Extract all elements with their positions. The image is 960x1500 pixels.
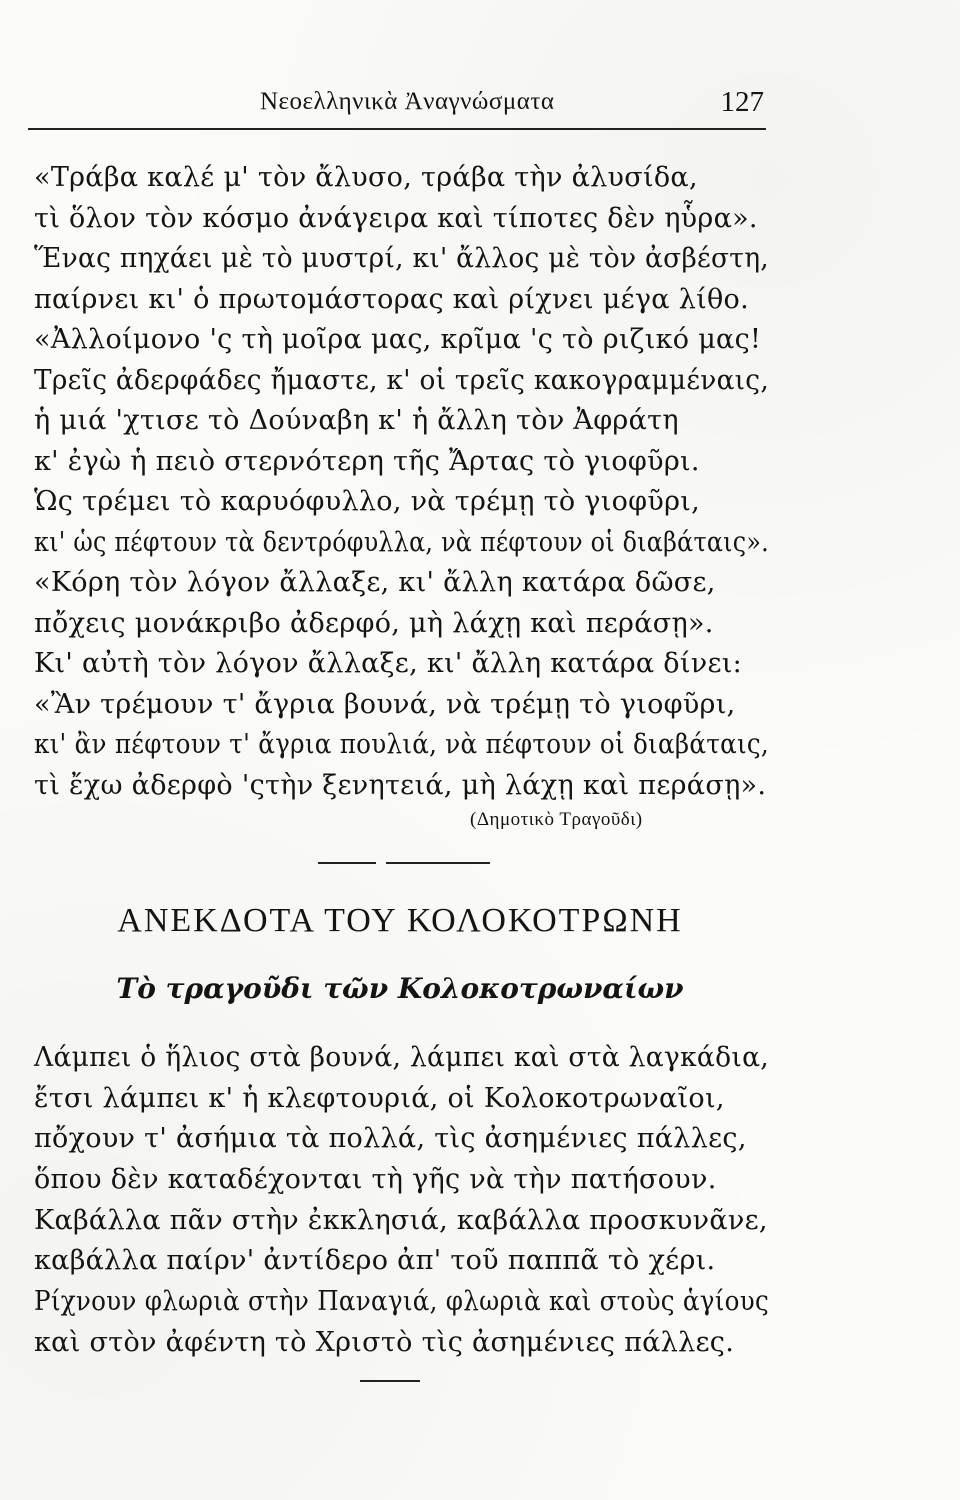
song-line: Λάμπει ὁ ἥλιος στὰ βουνά, λάμπει καὶ στὰ λαγκάδια,	[34, 1042, 769, 1073]
song-line: καβάλλα παίρν' ἀντίδερο ἀπ' τοῦ παππᾶ τὸ χέρι.	[34, 1245, 716, 1277]
poem-line: τὶ ἔχω ἀδερφὸ 'ςτὴν ξενητειά, μὴ λάχῃ καὶ περάσῃ».	[34, 769, 767, 801]
poem-line: Ἕνας πηχάει μὲ τὸ μυστρί, κι' ἄλλος μὲ τὸν ἀσβέστη,	[34, 243, 769, 274]
poem-line: «Τράβα καλέ μ' τὸν ἄλυσο, τράβα τὴν ἀλυσίδα,	[34, 162, 698, 193]
poem-line: κι' ἂν πέφτουν τ' ἄγρια πουλιά, νὰ πέφτουν οἱ διαβάταις,	[34, 729, 769, 760]
folk-song-poem	[34, 158, 784, 806]
poem-line: πὄχεις μονάκριβο ἀδερφό, μὴ λάχῃ καὶ περάσῃ».	[34, 607, 714, 639]
song-line: ὅπου δὲν καταδέχονται τὴ γῆς νὰ τὴν πατήσουν.	[34, 1164, 717, 1196]
kolokotronis-song	[34, 1038, 784, 1364]
section-title: ΑΝΕΚΔΟΤΑ ΤΟΥ ΚΟΛΟΚΟΤΡΩΝΗ	[117, 902, 683, 939]
poem-line: «Κόρη τὸν λόγον ἄλλαξε, κι' ἄλλη κατάρα δῶσε,	[34, 567, 716, 598]
running-title: Νεοελληνικὰ Ἀναγνώσματα	[260, 88, 555, 115]
poem-line: Τρεῖς ἀδερφάδες ἤμαστε, κ' οἱ τρεῖς κακογραμμέναις,	[34, 364, 769, 396]
page-number: 127	[720, 86, 764, 118]
song-line: Καβάλλα πᾶν στὴν ἐκκλησιά, καβάλλα προσκυνᾶνε,	[34, 1204, 768, 1236]
section-subtitle: Τὸ τραγοῦδι τῶν Κολοκοτρωναίων	[116, 972, 684, 1005]
poem-line: κι' ὡς πέφτουν τὰ δεντρόφυλλα, νὰ πέφτουν οἱ διαβάταις».	[34, 526, 769, 558]
poem-line: τὶ ὅλον τὸν κόσμο ἀνάγειρα καὶ τίποτες δὲν ηὗρα».	[34, 202, 758, 234]
song-line: Ρίχνουν φλωριὰ στὴν Παναγιά, φλωριὰ καὶ στοὺς ἁγίους	[34, 1286, 769, 1318]
poem-line: παίρνει κι' ὁ πρωτομάστορας καὶ ρίχνει μέγα λίθο.	[34, 283, 749, 315]
song-line: ἔτσι λάμπει κ' ἡ κλεφτουριά, οἱ Κολοκοτρωναῖοι,	[34, 1082, 725, 1114]
poem-line: κ' ἐγὼ ἡ πειὸ στερνότερη τῆς Ἄρτας τὸ γιοφῦρι.	[34, 445, 700, 477]
poem-line: Κι' αὐτὴ τὸν λόγον ἄλλαξε, κι' ἄλλη κατάρα δίνει:	[34, 648, 743, 679]
section-separator	[318, 862, 490, 864]
poem-line: «Ἂν τρέμουν τ' ἄγρια βουνά, νὰ τρέμῃ τὸ γιοφῦρι,	[34, 688, 736, 720]
song-line: καὶ στὸν ἀφέντη τὸ Χριστὸ τὶς ἀσημένιες πάλλες.	[34, 1326, 735, 1358]
song-line: πὄχουν τ' ἀσήμια τὰ πολλά, τὶς ἀσημένιες πάλλες,	[34, 1123, 747, 1155]
poem-line: ἡ μιά 'χτισε τὸ Δούναβη κ' ἡ ἄλλη τὸν Ἀφράτη	[34, 405, 679, 436]
end-rule	[360, 1380, 420, 1382]
page-header	[30, 88, 770, 128]
poem-attribution: (Δημοτικὸ Τραγοῦδι)	[470, 809, 643, 830]
poem-line: Ὡς τρέμει τὸ καρυόφυλλο, νὰ τρέμῃ τὸ γιοφῦρι,	[34, 486, 701, 517]
poem-line: «Ἀλλοίμονο 'ς τὴ μοῖρα μας, κρῖμα 'ς τὸ ριζικό μας!	[34, 324, 762, 355]
header-rule	[28, 128, 766, 130]
